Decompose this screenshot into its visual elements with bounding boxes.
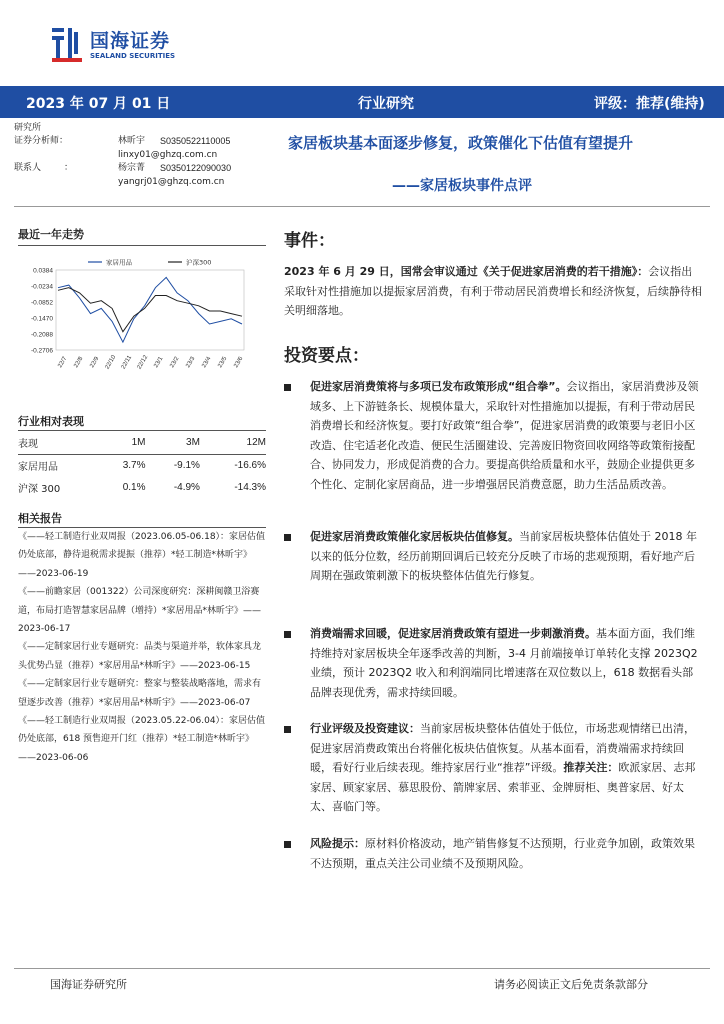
report-rating: 评级：推荐(维持)	[594, 96, 705, 112]
report-title: 家居板块基本面逐步修复，政策催化下估值有望提升	[288, 134, 634, 152]
event-heading: 事件：	[284, 231, 335, 251]
analyst-email[interactable]: yangrj01@ghzq.com.cn	[118, 176, 225, 187]
trend-chart	[18, 252, 266, 392]
x-tick-label: 22/9	[89, 355, 101, 370]
x-tick-label: 22/7	[57, 355, 69, 370]
series-line	[58, 277, 242, 342]
y-tick-label: -0.2088	[30, 331, 53, 339]
y-tick-label: -0.2706	[30, 347, 53, 355]
analyst-row: 证券分析师： 林昕宇 S0350522110005	[14, 135, 274, 148]
x-tick-label: 23/2	[169, 355, 181, 370]
invest-point: 促进家居消费策将与多项已发布政策形成“组合拳”。会议指出，家居消费涉及领域多、上下游链条长、规模体量大，采取针对性措施加以提振，有利于带动居民消费增长和经济恢复。要打好政策“组合拳”，促进家居消费的政策要与老旧小区改造、住宅适老化改造、便民生活圈建设、完善废旧物资回收网络等政策衔接配合、协同发力，形成促消费的合力。要提高供给质量和水平，鼓励企业提供更多个性化、定制化家居商品，进一步增强居民消费意愿，助力生活品质改善。	[284, 377, 702, 494]
x-tick-label: 22/8	[73, 355, 85, 370]
legend-label: 家居用品	[106, 258, 132, 267]
invest-point: 风险提示：原材料价格波动，地产销售修复不达预期，行业竞争加剧，政策效果不达预期，重点关注公司业绩不及预期风险。	[284, 834, 702, 873]
report-subtitle: ——家居板块事件点评	[392, 178, 532, 194]
report-banner	[0, 86, 724, 118]
perf-table	[18, 432, 266, 498]
perf-label: 行业相对表现	[18, 415, 84, 428]
invest-point: 促进家居消费政策催化家居板块估值修复。当前家居板块整体估值处于 2018 年以来的低分位数，经历前期回调后已较充分反映了市场的悲观预期，看好地产后周期在强政策刺激下的板块整体估值先行修复。	[284, 527, 702, 586]
institute-label: 研究所	[14, 123, 42, 133]
plot-frame	[56, 270, 244, 350]
analyst-id: S0350522110005	[160, 136, 231, 147]
x-tick-label: 23/6	[233, 355, 245, 370]
analyst-name: 林昕宇	[118, 136, 146, 147]
footer-left: 国海证券研究所	[50, 978, 127, 991]
event-lead: 2023 年 6 月 29 日，国常会审议通过《关于促进家居消费的若干措施》：	[284, 265, 649, 278]
table-row: 沪深 300 0.1% -4.9% -14.3%	[18, 481, 266, 495]
report-date: 2023 年 07 月 01 日	[26, 96, 171, 112]
invest-point: 行业评级及投资建议：当前家居板块整体估值处于低位，市场悲观情绪已出清，促进家居消费政策出台将催化板块估值恢复。从基本面看，消费端需求持续回暖，看好行业后续表现。维持家居行业“推荐”评级。推荐关注：欧派家居、志邦家居、顾家家居、慕思股份、箭牌家居、索菲亚、金牌厨柜、奥普家居、好太太、喜临门等。	[284, 719, 702, 817]
report-link[interactable]: 《——轻工制造行业双周报（2023.06.05-06.18）：家居估值仍处底部，静待退税需求提振（推荐）*轻工制造*林昕宇》——2023-06-19	[18, 532, 266, 579]
logo-en: SEALAND SECURITIES	[90, 52, 176, 60]
sealand-logo-icon	[50, 24, 84, 64]
y-tick-label: -0.1470	[30, 315, 53, 323]
analyst-row	[14, 176, 274, 189]
invest-heading: 投资要点：	[284, 346, 369, 366]
trend-label: 最近一年走势	[18, 228, 84, 241]
analyst-row: 联系人 ： 杨宗菁 S0350122090030	[14, 162, 274, 175]
invest-point: 消费端需求回暖，促进家居消费政策有望进一步刺激消费。基本面方面，我们维持维持对家居板块全年逐季改善的判断，3-4 月前端接单订单转化支撑 2023Q2 业绩，预计 2023Q2 收入和利润端同比增速落在双位数以上，618 数据看头部品牌表现优秀，需求持续回暖。	[284, 624, 702, 702]
report-link[interactable]: 《——定制家居行业专题研究：品类与渠道并举，软体家具龙头优势凸显（推荐）*家居用品*林昕宇》——2023-06-15	[18, 642, 262, 671]
analyst-row	[14, 149, 274, 162]
analyst-id: S0350122090030	[160, 163, 232, 174]
x-tick-label: 22/11	[120, 354, 134, 371]
x-tick-label: 23/5	[217, 355, 229, 370]
divider	[18, 430, 266, 431]
report-link[interactable]: 《——定制家居行业专题研究：整家与整装战略落地，需求有望逐步改善（推荐）*家居用品*林昕宇》——2023-06-07	[18, 679, 262, 708]
x-tick-label: 23/4	[201, 355, 213, 370]
event-body	[284, 262, 702, 321]
footer-right: 请务必阅读正文后免责条款部分	[494, 978, 648, 991]
divider	[14, 968, 710, 969]
y-tick-label: -0.0852	[30, 299, 53, 307]
report-category: 行业研究	[358, 96, 414, 112]
bullet-icon	[284, 726, 291, 733]
table-row: 家居用品 3.7% -9.1% -16.6%	[18, 459, 266, 473]
analyst-block	[14, 122, 274, 189]
bullet-icon	[284, 631, 291, 638]
y-tick-label: -0.0234	[30, 283, 53, 291]
divider	[18, 245, 266, 246]
analyst-name: 杨宗菁	[118, 163, 146, 174]
bullet-icon	[284, 841, 291, 848]
report-link[interactable]: 《——轻工制造行业双周报（2023.05.22-06.04）：家居估值仍处底部，618 预售迎开门红（推荐）*轻工制造*林昕宇》——2023-06-06	[18, 716, 266, 763]
analyst-email[interactable]: linxy01@ghzq.com.cn	[118, 149, 218, 160]
bullet-icon	[284, 534, 291, 541]
company-logo	[50, 22, 210, 72]
x-tick-label: 23/1	[153, 355, 165, 370]
series-line	[58, 288, 242, 332]
x-tick-label: 22/12	[136, 354, 150, 371]
x-tick-label: 22/10	[104, 354, 118, 371]
table-header: 表现 1M 3M 12M	[18, 432, 266, 454]
x-tick-label: 23/3	[185, 355, 197, 370]
report-link[interactable]: 《——前瞻家居（001322）公司深度研究：深耕闽赣卫浴赛道，布局打造智慧家居品牌（增持）*家居用品*林昕宇》——2023-06-17	[18, 587, 262, 635]
legend-label: 沪深300	[186, 258, 212, 267]
y-tick-label: 0.0384	[33, 267, 53, 275]
report-list	[18, 528, 268, 767]
divider	[14, 206, 710, 207]
event-text: 会议指出采取针对性措施加以提振家居消费，有利于带动居民消费增长和经济恢复，后续静待相关明细落地。	[284, 265, 702, 317]
logo-cn: 国海证券	[90, 30, 171, 52]
bullet-icon	[284, 384, 291, 391]
reports-label: 相关报告	[18, 512, 62, 525]
